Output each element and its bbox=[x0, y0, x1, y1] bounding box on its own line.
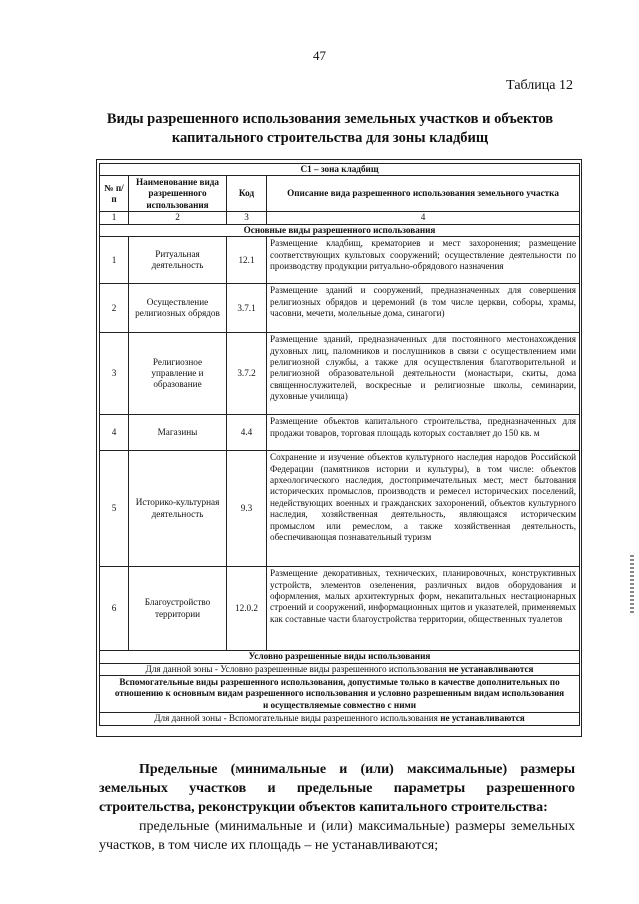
row-description: Размещение объектов капитального строительства, предназначенных для продажи товаров, торговая площадь которых составляет до 150 кв. м bbox=[267, 415, 580, 451]
table-row bbox=[100, 415, 580, 451]
col-header-num: № п/п bbox=[100, 176, 129, 212]
limits-paragraph: предельные (минимальные и (или) максимальные) размеры земельных участков, в том числе их площадь – не устанавливаются; bbox=[99, 819, 575, 853]
auxiliary-note-text: Для данной зоны - Вспомогательные виды разрешенного использования bbox=[154, 713, 441, 724]
zone-header-row bbox=[100, 164, 580, 176]
row-code: 12.1 bbox=[227, 237, 267, 284]
conditional-note bbox=[100, 663, 580, 675]
row-description: Размещение декоративных, технических, планировочных, конструктивных устройств, элементов озеленения, различных видов оборудования и оформления, малых архитектурных форм, некапитальных нестационарных строений и сооружений, информационных щитов и указателей, применяемых как составные части благоустройства территории, общественных туалетов bbox=[267, 567, 580, 651]
table-row bbox=[100, 237, 580, 284]
auxiliary-note-bold: не устанавливаются bbox=[440, 713, 525, 724]
table-row bbox=[100, 333, 580, 415]
binding-mark bbox=[630, 555, 634, 615]
auxiliary-note-row bbox=[100, 713, 580, 725]
page-number: 47 bbox=[313, 48, 326, 63]
row-code: 9.3 bbox=[227, 451, 267, 567]
col-number: 3 bbox=[227, 212, 267, 224]
col-number: 4 bbox=[267, 212, 580, 224]
row-num: 3 bbox=[100, 333, 129, 415]
section-main-header: Основные виды разрешенного использования bbox=[100, 224, 580, 236]
row-num: 4 bbox=[100, 415, 129, 451]
section-auxiliary-row bbox=[100, 676, 580, 713]
row-num: 1 bbox=[100, 237, 129, 284]
document-title: Виды разрешенного использования земельных участков и объектов капитального строительства для зоны кладбищ bbox=[106, 111, 554, 146]
col-number: 1 bbox=[100, 212, 129, 224]
row-name: Религиозное управление и образование bbox=[129, 333, 227, 415]
row-description: Сохранение и изучение объектов культурного наследия народов Российской Федерации (памятников истории и культуры), в том числе: объектов археологического наследия, достопримечательных мест, мест бытования исторических промыслов, производств и ремесел исторических поселений, недействующих военных и гражданских захоронений, объектов культурного наследия, хозяйственная деятельность, являющаяся историческим промыслом или ремеслом, а также хозяйственная деятельность, обеспечивающая познавательный туризм bbox=[267, 451, 580, 567]
row-description: Размещение кладбищ, крематориев и мест захоронения; размещение соответствующих культовых сооружений; осуществление деятельности по производству продукции ритуально-обрядового назначения bbox=[267, 237, 580, 284]
row-name: Благоустройство территории bbox=[129, 567, 227, 651]
col-number: 2 bbox=[129, 212, 227, 224]
section-conditional-row bbox=[100, 651, 580, 663]
section-auxiliary-header: Вспомогательные виды разрешенного использования, допустимые только в качестве дополнительных по отношению к основным видам разрешенного использования и условно разрешенным видам использования и осуществляемые совместно с ними bbox=[100, 676, 580, 713]
zone-usage-table bbox=[99, 163, 580, 726]
table-row bbox=[100, 451, 580, 567]
col-header-name: Наименование вида разрешенного использования bbox=[129, 176, 227, 212]
bottom-text-block bbox=[99, 760, 575, 855]
col-header-code: Код bbox=[227, 176, 267, 212]
row-code: 4.4 bbox=[227, 415, 267, 451]
conditional-note-bold: не устанавливаются bbox=[448, 663, 534, 674]
zone-header: С1 – зона кладбищ bbox=[100, 164, 580, 176]
table-row bbox=[100, 284, 580, 333]
row-name: Ритуальная деятельность bbox=[129, 237, 227, 284]
row-num: 2 bbox=[100, 284, 129, 333]
row-code: 3.7.1 bbox=[227, 284, 267, 333]
row-name: Магазины bbox=[129, 415, 227, 451]
row-description: Размещение зданий, предназначенных для постоянного местонахождения духовных лиц, паломников и послушников в связи с осуществлением ими религиозной службы, а также для осуществления благотворительной и религиозной образовательной деятельности (монастыри, скиты, дома священнослужителей, воскресные и религиозные школы, семинарии, духовные училища) bbox=[267, 333, 580, 415]
auxiliary-note bbox=[100, 713, 580, 725]
table-row bbox=[100, 567, 580, 651]
limits-heading: Предельные (минимальные и (или) максимальные) размеры земельных участков и предельные параметры разрешенного строительства, реконструкции объектов капитального строительства: bbox=[99, 762, 575, 815]
column-number-row bbox=[100, 212, 580, 224]
table-label: Таблица 12 bbox=[506, 78, 573, 93]
row-code: 3.7.2 bbox=[227, 333, 267, 415]
column-header-row bbox=[100, 176, 580, 212]
conditional-note-text: Для данной зоны - Условно разрешенные виды разрешенного использования bbox=[145, 663, 449, 674]
row-name: Осуществление религиозных обрядов bbox=[129, 284, 227, 333]
col-header-description: Описание вида разрешенного использования земельного участка bbox=[267, 176, 580, 212]
section-main-row bbox=[100, 224, 580, 236]
row-name: Историко-культурная деятельность bbox=[129, 451, 227, 567]
row-num: 6 bbox=[100, 567, 129, 651]
section-conditional-header: Условно разрешенные виды использования bbox=[100, 651, 580, 663]
conditional-note-row bbox=[100, 663, 580, 675]
row-code: 12.0.2 bbox=[227, 567, 267, 651]
row-description: Размещение зданий и сооружений, предназначенных для совершения религиозных обрядов и церемоний (в том числе церкви, соборы, храмы, часовни, мечети, молельные дома, синагоги) bbox=[267, 284, 580, 333]
row-num: 5 bbox=[100, 451, 129, 567]
